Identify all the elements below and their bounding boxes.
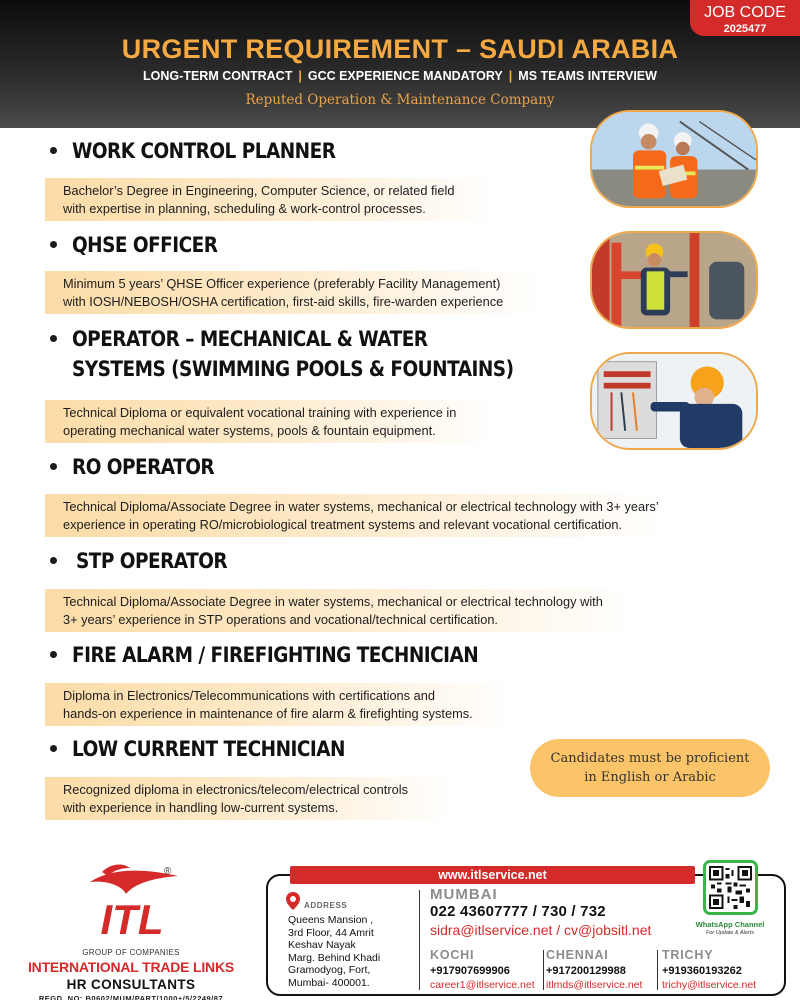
job-title: QHSE OFFICER (72, 233, 218, 257)
subtitle-experience: GCC EXPERIENCE MANDATORY (307, 69, 503, 83)
company-logo-block (0, 858, 262, 1000)
desc-line: Technical Diploma/Associate Degree in water systems, mechanical or electrical technology with 3+ years’ (63, 499, 659, 514)
job-title: LOW CURRENT TECHNICIAN (72, 737, 345, 761)
branch-name: CHENNAI (546, 948, 609, 962)
bullet-icon (50, 147, 57, 154)
job-title: STP OPERATOR (76, 549, 228, 573)
bullet-icon (50, 557, 57, 564)
job-title-row (50, 324, 574, 384)
page-title: URGENT REQUIREMENT – SAUDI ARABIA (121, 34, 679, 64)
job-code-label: JOB CODE (704, 4, 786, 21)
website-link[interactable]: www.itlservice.net (290, 866, 695, 884)
desc-line: operating mechanical water systems, pools & fountain equipment. (63, 422, 436, 438)
job-title-row (50, 640, 534, 670)
branch-email[interactable]: trichy@itlservice.net (662, 979, 757, 991)
desc-line: hands-on experience in maintenance of fire alarm & firefighting systems. (63, 705, 473, 721)
desc-line: with IOSH/NEBOSH/OSHA certification, first-aid skills, fire-warden experience (63, 293, 504, 309)
desc-line: with experience in handling low-current systems. (63, 799, 339, 815)
note-line: in English or Arabic (584, 770, 716, 785)
job-code-value: 2025477 (723, 23, 767, 35)
bullet-icon (50, 651, 57, 658)
job-title: FIRE ALARM / FIREFIGHTING TECHNICIAN (72, 643, 479, 667)
divider (543, 950, 544, 990)
desc-line: 3+ years’ experience in STP operations and vocational/technical certification. (63, 611, 498, 627)
address-line: Mumbai- 400001. (288, 976, 370, 989)
branch-phone[interactable]: +917907699906 (430, 965, 510, 977)
branch-kochi (430, 948, 535, 991)
whatsapp-channel-subtitle: For Update & Alerts (705, 930, 755, 936)
job-title-row (50, 734, 382, 764)
note-line: Candidates must be proficient (550, 751, 750, 766)
subtitle-contract: LONG-TERM CONTRACT (143, 69, 293, 83)
job-title: RO OPERATOR (72, 455, 215, 479)
svg-text:ITL: ITL (100, 896, 164, 943)
language-note (530, 739, 770, 797)
mumbai-email[interactable]: sidra@itlservice.net / cv@jobsitl.net (430, 922, 652, 938)
job-description (45, 178, 534, 221)
job-title: WORK CONTROL PLANNER (72, 139, 336, 163)
branch-phone[interactable]: +917200129988 (546, 965, 626, 977)
job-description (45, 777, 488, 820)
company-name: INTERNATIONAL TRADE LINKS (27, 959, 235, 975)
group-of-companies: GROUP OF COMPANIES (82, 948, 180, 957)
job-title-row (50, 452, 233, 482)
electrician-panel-photo (590, 352, 758, 450)
job-title-row (50, 136, 371, 166)
subtitle-separator: | (298, 69, 302, 83)
registration-number: REGD. NO: B0602/MUM/PART/1000+/5/2249/87 (38, 994, 224, 1000)
engineers-photo (590, 110, 758, 208)
location-pin-icon (286, 892, 300, 910)
job-description (45, 400, 536, 443)
branch-email[interactable]: career1@itlservice.net (430, 979, 535, 991)
desc-line: experience in operating RO/microbiological treatment systems and relevant vocational certification. (63, 516, 623, 532)
registered-mark: ® (164, 866, 172, 877)
branch-phone[interactable]: +919360193262 (662, 965, 742, 977)
subtitle-interview: MS TEAMS INTERVIEW (518, 69, 657, 83)
address-line: Queens Mansion , (288, 914, 374, 926)
address-line: Gramodyog, Fort, (288, 964, 371, 977)
division-name: HR CONSULTANTS (66, 977, 196, 992)
address-label: ADDRESS (304, 901, 348, 910)
mumbai-phone[interactable]: 022 43607777 / 730 / 732 (430, 903, 606, 920)
mumbai-heading: MUMBAI (430, 886, 498, 903)
job-description (45, 271, 583, 314)
desc-line: Minimum 5 years’ QHSE Officer experience (preferably Facility Management) (63, 276, 501, 291)
job-description (45, 494, 719, 537)
subtitle-separator: | (508, 69, 513, 83)
branch-trichy (662, 948, 756, 991)
job-title: OPERATOR – MECHANICAL & WATER SYSTEMS (SWIMMING POOLS & FOUNTAINS) (72, 327, 514, 381)
job-description (45, 683, 553, 726)
desc-line: with expertise in planning, scheduling & work-control processes. (63, 200, 426, 216)
bullet-icon (50, 335, 57, 342)
firefighting-technician-photo (590, 231, 758, 329)
address-text (288, 914, 388, 990)
branch-chennai (546, 948, 642, 991)
bullet-icon (50, 241, 57, 248)
desc-line: Diploma in Electronics/Telecommunications with certifications and (63, 688, 435, 703)
qr-code-icon (709, 866, 752, 909)
whatsapp-qr-code[interactable] (703, 860, 758, 915)
job-code-badge (690, 0, 800, 36)
divider (657, 950, 658, 990)
address-line: Keshav Nayak (288, 939, 356, 952)
desc-line: Recognized diploma in electronics/telecom/electrical controls (63, 782, 408, 797)
job-title-row (50, 230, 237, 260)
bullet-icon (50, 745, 57, 752)
branch-name: TRICHY (662, 948, 714, 962)
branch-email[interactable]: itlmds@itlservice.net (546, 979, 643, 991)
address-line: Marg. Behind Khadi (288, 951, 381, 964)
job-description (45, 589, 683, 632)
header-tagline: Reputed Operation & Maintenance Company (245, 92, 555, 108)
branch-name: KOCHI (430, 948, 475, 962)
job-title-row (50, 546, 248, 576)
address-line: 3rd Floor, 44 Amrit (288, 926, 374, 939)
header-subtitle (0, 69, 800, 83)
desc-line: Bachelor’s Degree in Engineering, Computer Science, or related field (63, 183, 455, 198)
bullet-icon (50, 463, 57, 470)
desc-line: Technical Diploma or equivalent vocational training with experience in (63, 405, 457, 420)
header-banner (0, 0, 800, 128)
whatsapp-channel-label: WhatsApp Channel (695, 920, 765, 929)
divider (419, 890, 420, 990)
desc-line: Technical Diploma/Associate Degree in water systems, mechanical or electrical technology with (63, 594, 603, 609)
